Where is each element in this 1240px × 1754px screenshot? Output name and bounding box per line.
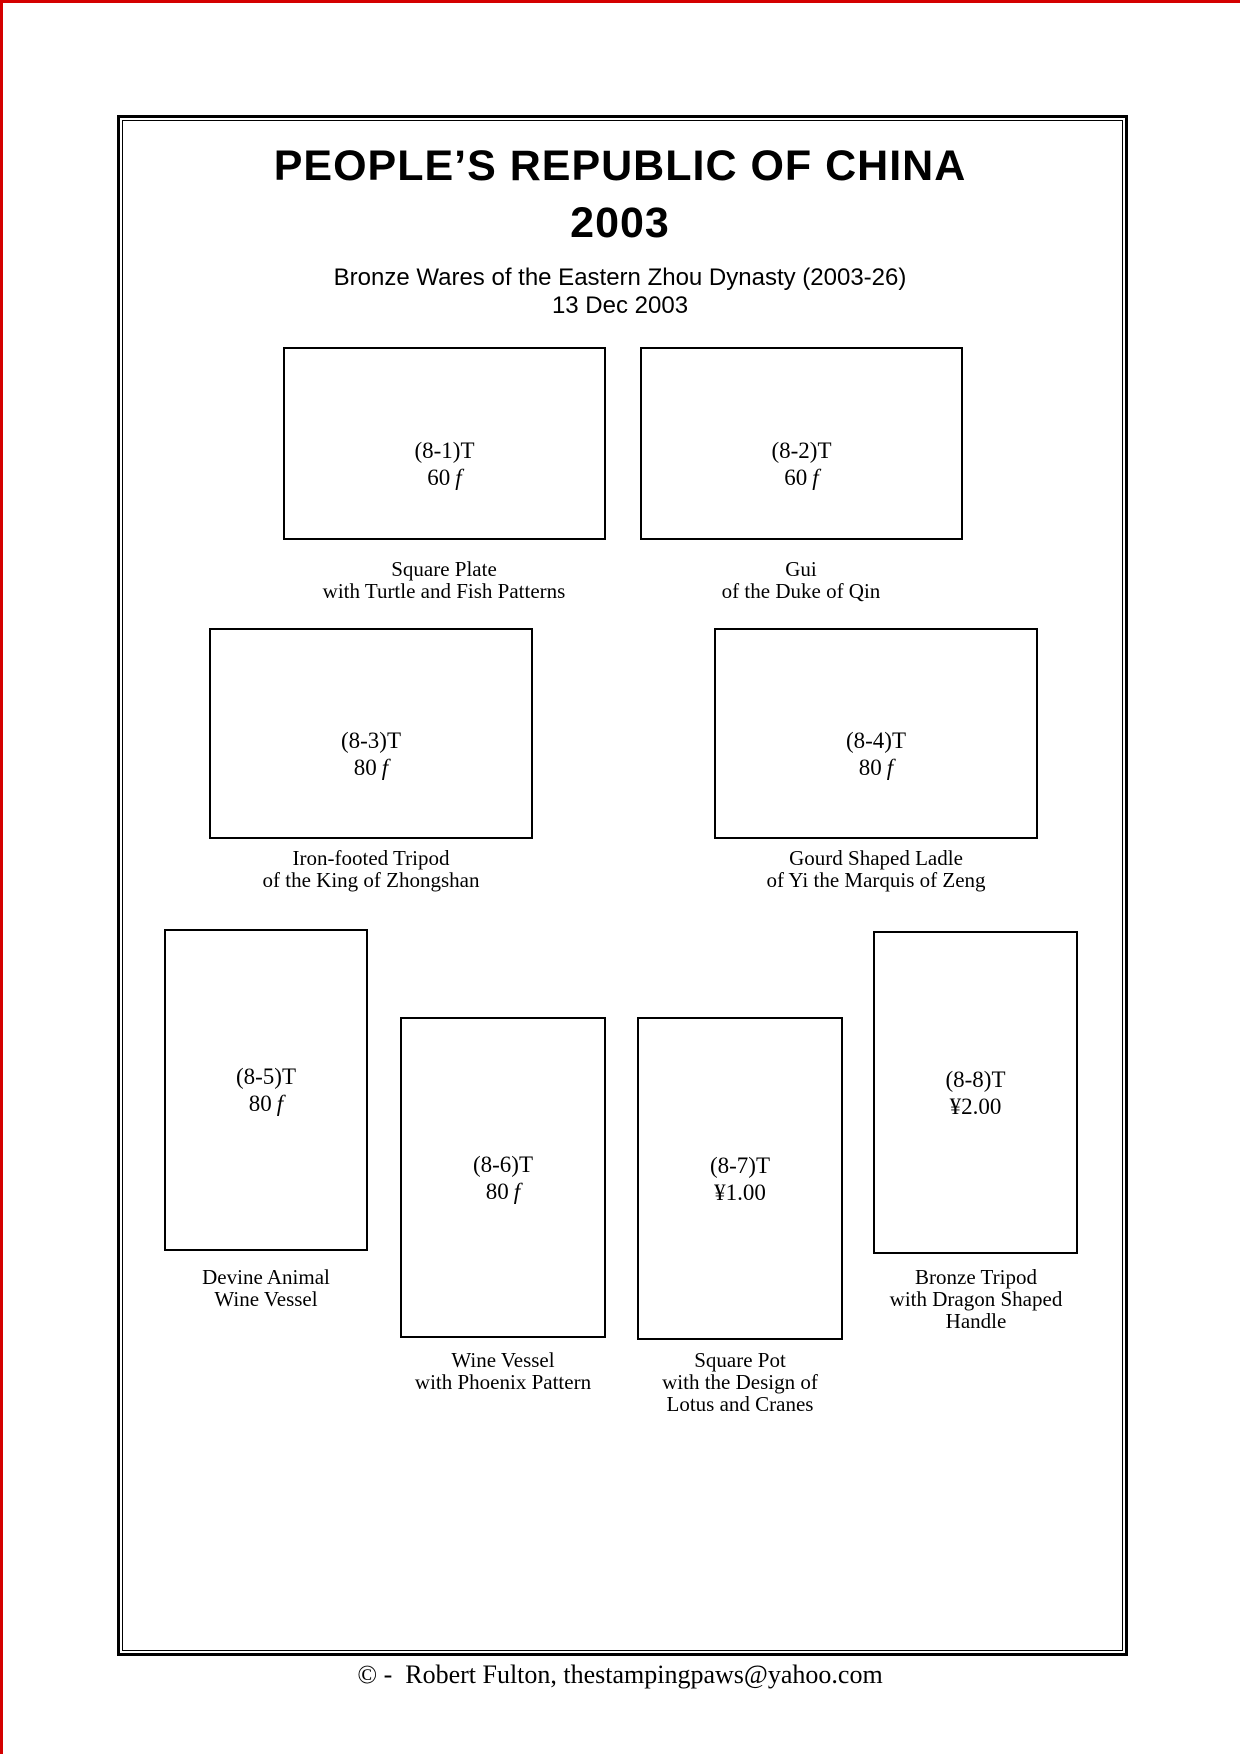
stamp-code: (8-3)T <box>340 727 402 753</box>
stamp-caption-8-3: Iron-footed Tripod of the King of Zhongshan <box>262 846 480 892</box>
stamp-value: 80 f <box>353 754 389 780</box>
stamp-caption-8-2: Gui of the Duke of Qin <box>721 557 881 603</box>
stamp-box-8-2 <box>640 347 963 540</box>
stamp-code: (8-6)T <box>472 1151 534 1177</box>
stamp-value: ¥2.00 <box>949 1093 1002 1119</box>
page-year: 2003 <box>570 199 670 247</box>
stamp-unit: f <box>812 464 819 490</box>
stamp-unit: f <box>886 754 894 780</box>
page-title: PEOPLE’S REPUBLIC OF CHINA <box>273 142 967 190</box>
stamp-caption-8-6: Wine Vessel with Phoenix Pattern <box>414 1348 592 1394</box>
stamp-box-8-3 <box>209 628 533 839</box>
stamp-box-8-5 <box>164 929 368 1251</box>
stamp-value: 80 f <box>858 754 894 780</box>
stamp-value: 80 f <box>485 1178 521 1204</box>
page-edge-top-line <box>0 0 1240 3</box>
stamp-code: (8-5)T <box>235 1064 297 1089</box>
stamp-box-8-7 <box>637 1017 843 1340</box>
stamp-code: (8-2)T <box>771 437 832 463</box>
stamp-value: 80 f <box>248 1091 284 1116</box>
stamp-value: 60 f <box>427 464 462 490</box>
stamp-box-8-4 <box>714 628 1038 839</box>
stamp-caption-8-4: Gourd Shaped Ladle of Yi the Marquis of Zeng <box>766 846 986 892</box>
stamp-caption-8-1: Square Plate with Turtle and Fish Patterns <box>322 557 566 603</box>
stamp-value: ¥1.00 <box>714 1179 766 1205</box>
stamp-code: (8-1)T <box>414 437 475 463</box>
stamp-value: 60 f <box>784 464 819 490</box>
stamp-unit: f <box>276 1091 284 1116</box>
footer-credit: © - Robert Fulton, thestampingpaws@yahoo.com <box>357 1660 883 1689</box>
stamp-caption-8-5: Devine Animal Wine Vessel <box>202 1265 330 1311</box>
issue-date: 13 Dec 2003 <box>551 292 689 319</box>
series-title: Bronze Wares of the Eastern Zhou Dynasty (2003-26) <box>333 264 907 291</box>
stamp-box-8-6 <box>400 1017 606 1338</box>
stamp-unit: f <box>455 464 462 490</box>
stamp-code: (8-4)T <box>845 727 907 753</box>
stamp-caption-8-8: Bronze Tripod with Dragon Shaped Handle <box>889 1265 1063 1333</box>
stamp-code: (8-7)T <box>709 1152 771 1178</box>
stamp-box-8-1 <box>283 347 606 540</box>
stamp-box-8-8 <box>873 931 1078 1254</box>
stamp-unit: f <box>513 1178 521 1204</box>
stamp-caption-8-7: Square Pot with the Design of Lotus and Cranes <box>662 1348 818 1416</box>
stamp-code: (8-8)T <box>945 1066 1006 1092</box>
stamp-unit: f <box>381 754 389 780</box>
